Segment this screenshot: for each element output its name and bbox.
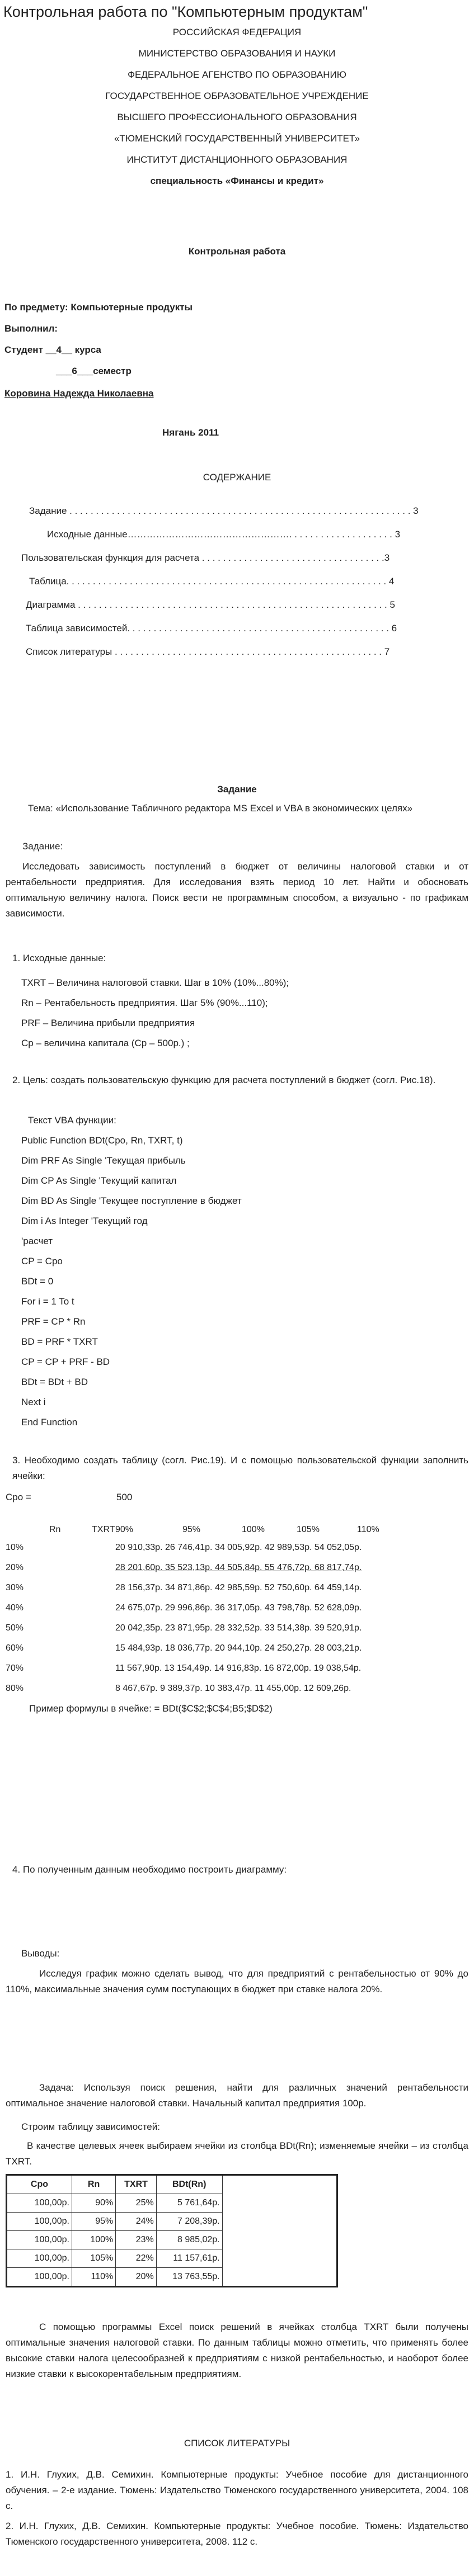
conclusions-label: Выводы: [21, 1948, 60, 1959]
table-cell: 100,00р. [7, 2194, 72, 2213]
budget-row-values: 11 567,90р. 13 154,49р. 14 916,83р. 16 872,00р. 19 038,54р. [115, 1663, 362, 1673]
dependency-table [6, 2174, 338, 2287]
budget-row-values: 8 467,67р. 9 389,37р. 10 383,47р. 11 455,00р. 12 609,26р. [115, 1684, 351, 1693]
budget-row-txrt: 50% [6, 1623, 24, 1633]
table-cell: 5 761,64р. [156, 2194, 222, 2213]
code-line: Dim CP As Single 'Текущий капитал [21, 1175, 177, 1186]
task-text: Исследовать зависимость поступлений в бюджет от величины налоговой ставки и от рентабельности предприятия. Для исследования взять период 10 лет. Найти и обосновать оптимальную величину налога. Поиск вести не программным способом, а визуально - по графикам зависимости. [6, 861, 468, 919]
table-header-rn: Rn [49, 1525, 61, 1534]
goal-text: 2. Цель: создать пользовательскую функцию для расчета поступлений в бюджет (согл. Рис.18). [12, 1075, 436, 1085]
code-line: End Function [21, 1417, 78, 1428]
table-cell: 110% [72, 2268, 115, 2287]
theme-text: Тема: «Использование Табличного редактора MS Excel и VBA в экономических целях» [28, 803, 413, 814]
table-cell: 22% [116, 2249, 156, 2268]
table-cell: 95% [72, 2213, 115, 2231]
cpo-label: Cpo = [6, 1492, 31, 1502]
inputs-heading: 1. Исходные данные: [12, 953, 106, 963]
toc-item[interactable]: Пользовательская функция для расчета . . . . . . . . . . . . . . . . . . . . . . . . . . . . . . . . . . .3 [21, 552, 390, 563]
table-row [7, 2231, 337, 2249]
table-cell: 100,00р. [7, 2213, 72, 2231]
reference-item: 2. И.Н. Глухих, Д.В. Семихин. Компьютерные продукты: Учебное пособие. Тюмень: Издательство Тюменского государственного университета, 2008. 112 с. [6, 2521, 468, 2547]
table-cell: 8 985,02р. [156, 2231, 222, 2249]
table-cell: 25% [116, 2194, 156, 2213]
table-header-rn-value: 105% [297, 1525, 320, 1534]
table-cell: 20% [116, 2268, 156, 2287]
code-line: Public Function BDt(Cpo, Rn, TXRT, t) [21, 1135, 183, 1146]
code-line: CP = Cpo [21, 1256, 63, 1266]
budget-row-txrt: 10% [6, 1543, 24, 1552]
performed-label: Выполнил: [4, 323, 58, 334]
vba-heading: Текст VBA функции: [28, 1115, 116, 1126]
title-line: ГОСУДАРСТВЕННОЕ ОБРАЗОВАТЕЛЬНОЕ УЧРЕЖДЕНИЕ [105, 91, 369, 101]
header-cell: Rn [72, 2175, 115, 2194]
header-cell: BDt(Rn) [156, 2175, 222, 2194]
author-name: Коровина Надежда Николаевна [4, 388, 154, 399]
code-line: BD = PRF * TXRT [21, 1336, 98, 1347]
chart-section-text: 4. По полученным данным необходимо построить диаграмму: [12, 1864, 287, 1875]
table-row [7, 2213, 337, 2231]
code-line: 'расчет [21, 1236, 53, 1246]
code-line: Dim i As Integer 'Текущий год [21, 1216, 148, 1226]
table-cell: 11 157,61р. [156, 2249, 222, 2268]
subject: По предмету: Компьютерные продукты [4, 302, 193, 313]
title-line: ИНСТИТУТ ДИСТАНЦИОННОГО ОБРАЗОВАНИЯ [126, 154, 348, 165]
toc-item[interactable]: Таблица. . . . . . . . . . . . . . . . . . . . . . . . . . . . . . . . . . . . . . . . . . . . . . . . . . . . . . . . . . . . . 4 [29, 576, 395, 587]
table-cell: 100,00р. [7, 2231, 72, 2249]
table-header-rn-value: 95% [182, 1525, 201, 1534]
input-item: Cp – величина капитала (Cp – 500р.) ; [21, 1038, 190, 1048]
budget-row-txrt: 40% [6, 1603, 24, 1613]
work-title: Контрольная работа [188, 246, 286, 257]
title-line: ФЕДЕРАЛЬНОЕ АГЕНСТВО ПО ОБРАЗОВАНИЮ [128, 69, 346, 80]
table-row [7, 2268, 337, 2287]
table-cell: 100% [72, 2231, 115, 2249]
title-line: «ТЮМЕНСКИЙ ГОСУДАРСТВЕННЫЙ УНИВЕРСИТЕТ» [114, 133, 360, 144]
toc-item[interactable]: Задание . . . . . . . . . . . . . . . . . . . . . . . . . . . . . . . . . . . . . . . . . . . . . . . . . . . . . . . . . . . . . . . . . 3 [29, 505, 419, 516]
semester: ___6___семестр [56, 366, 132, 376]
student-course: Студент __4__ курса [4, 344, 101, 355]
header-cell: TXRT [116, 2175, 156, 2194]
input-item: Rn – Рентабельность предприятия. Шаг 5% (90%...110); [21, 998, 268, 1008]
table-section-text: 3. Необходимо создать таблицу (согл. Рис.19). И с помощью пользовательской функции заполнить ячейки: [12, 1455, 468, 1481]
formula-example: Пример формулы в ячейке: = BDt($C$2;$C$4;B5;$D$2) [29, 1703, 273, 1714]
code-line: Dim PRF As Single 'Текущая прибыль [21, 1155, 186, 1166]
toc-item[interactable]: Таблица зависимостей. . . . . . . . . . . . . . . . . . . . . . . . . . . . . . . . . . . . . . . . . . . . . . . . . . 6 [26, 623, 397, 634]
toc-heading: СОДЕРЖАНИЕ [203, 472, 271, 483]
budget-row-values: 24 675,07р. 29 996,86р. 36 317,05р. 43 798,78р. 52 628,09р. [115, 1603, 362, 1613]
cpo-value: 500 [116, 1492, 133, 1502]
code-line: For i = 1 To t [21, 1296, 74, 1307]
task2-target: В качестве целевых ячеек выбираем ячейки из столбца BDt(Rn); изменяемые ячейки – из столбца TXRT. [6, 2140, 468, 2167]
references-heading: СПИСОК ЛИТЕРАТУРЫ [184, 2438, 290, 2449]
input-item: PRF – Величина прибыли предприятия [21, 1018, 195, 1028]
table-cell: 24% [116, 2213, 156, 2231]
title-line: ВЫСШЕГО ПРОФЕССИОНАЛЬНОГО ОБРАЗОВАНИЯ [117, 112, 357, 122]
specialty: специальность «Финансы и кредит» [150, 176, 324, 186]
budget-row-txrt: 80% [6, 1684, 24, 1693]
budget-row-values: 28 201,60р. 35 523,13р. 44 505,84р. 55 476,72р. 68 817,74р. [115, 1563, 362, 1572]
title-line: РОССИЙСКАЯ ФЕДЕРАЦИЯ [172, 27, 302, 37]
header-cell: Cpo [7, 2175, 72, 2194]
budget-row-txrt: 70% [6, 1663, 24, 1673]
table-cell: 13 763,55р. [156, 2268, 222, 2287]
table-header-row [7, 2175, 337, 2194]
task-label: Задание: [22, 841, 63, 852]
table-cell: 90% [72, 2194, 115, 2213]
budget-row-txrt: 30% [6, 1583, 24, 1592]
title-line: МИНИСТЕРСТВО ОБРАЗОВАНИЯ И НАУКИ [138, 48, 336, 59]
conclusions-text: Исследуя график можно сделать вывод, что для предприятий с рентабельностью от 90% до 110%, максимальные значения сумм поступающих в бюджет при ставке налога 20%. [6, 1968, 468, 1994]
table-row [7, 2249, 337, 2268]
city-year: Нягань 2011 [162, 427, 219, 438]
table-row [7, 2194, 337, 2213]
reference-item: 1. И.Н. Глухих, Д.В. Семихин. Компьютерные продукты: Учебное пособие для дистанционного обучения. – 2-е издание. Тюмень: Издательство Тюменского государственного университета, 2004. 108 с. [6, 2469, 468, 2511]
document-title: Контрольная работа по "Компьютерным продуктам" [3, 3, 368, 20]
table-header-txrt: TXRT [92, 1525, 115, 1534]
task-heading: Задание [217, 784, 257, 795]
budget-row-values: 28 156,37р. 34 871,86р. 42 985,59р. 52 750,60р. 64 459,14р. [115, 1583, 362, 1592]
toc-item[interactable]: Диаграмма . . . . . . . . . . . . . . . . . . . . . . . . . . . . . . . . . . . . . . . . . . . . . . . . . . . . . . . . . . . 5 [26, 599, 395, 610]
budget-row-values: 15 484,93р. 18 036,77р. 20 944,10р. 24 250,27р. 28 003,21р. [115, 1643, 362, 1653]
table-cell: 7 208,39р. [156, 2213, 222, 2231]
task2-build: Строим таблицу зависимостей: [21, 2121, 160, 2132]
code-line: BDt = BDt + BD [21, 1377, 88, 1387]
input-item: TXRT – Величина налоговой ставки. Шаг в 10% (10%...80%); [21, 977, 289, 988]
code-line: Dim BD As Single 'Текущее поступление в бюджет [21, 1195, 242, 1206]
table-cell: 105% [72, 2249, 115, 2268]
code-line: Next i [21, 1397, 46, 1407]
code-line: PRF = CP * Rn [21, 1316, 86, 1327]
budget-row-txrt: 20% [6, 1563, 24, 1572]
table-cell: 23% [116, 2231, 156, 2249]
table-cell: 100,00р. [7, 2268, 72, 2287]
table-header-rn-value: 90% [115, 1525, 134, 1534]
table-header-rn-value: 110% [357, 1525, 379, 1534]
budget-row-values: 20 910,33р. 26 746,41р. 34 005,92р. 42 989,53р. 54 052,05р. [115, 1543, 362, 1552]
table-header-rn-value: 100% [242, 1525, 265, 1534]
toc-item[interactable]: Список литературы . . . . . . . . . . . . . . . . . . . . . . . . . . . . . . . . . . . . . . . . . . . . . . . . . . . 7 [26, 646, 390, 657]
table-cell: 100,00р. [7, 2249, 72, 2268]
toc-item[interactable]: Исходные данные……………………………………………. . . . . . . . . . . . . . . . . . . . 3 [47, 529, 401, 540]
task2-text: Задача: Используя поиск решения, найти для различных значений рентабельности оптимальное значение налоговой ставки. Начальный капитал предприятия 100р. [6, 2082, 468, 2109]
code-line: BDt = 0 [21, 1276, 54, 1287]
budget-row-txrt: 60% [6, 1643, 24, 1653]
result-text: С помощью программы Excel поиск решений в ячейках столбца TXRT были получены оптимальные значения налоговой ставки. По данным таблицы можно отметить, что применять более высокие ставки налога целесообразней к предприятиям с низкой рентабельностью, и наоборот более низкие ставки к высокорентабельным предприятиям. [6, 2322, 468, 2379]
code-line: CP = CP + PRF - BD [21, 1356, 110, 1367]
budget-row-values: 20 042,35р. 23 871,95р. 28 332,52р. 33 514,38р. 39 520,91р. [115, 1623, 362, 1633]
